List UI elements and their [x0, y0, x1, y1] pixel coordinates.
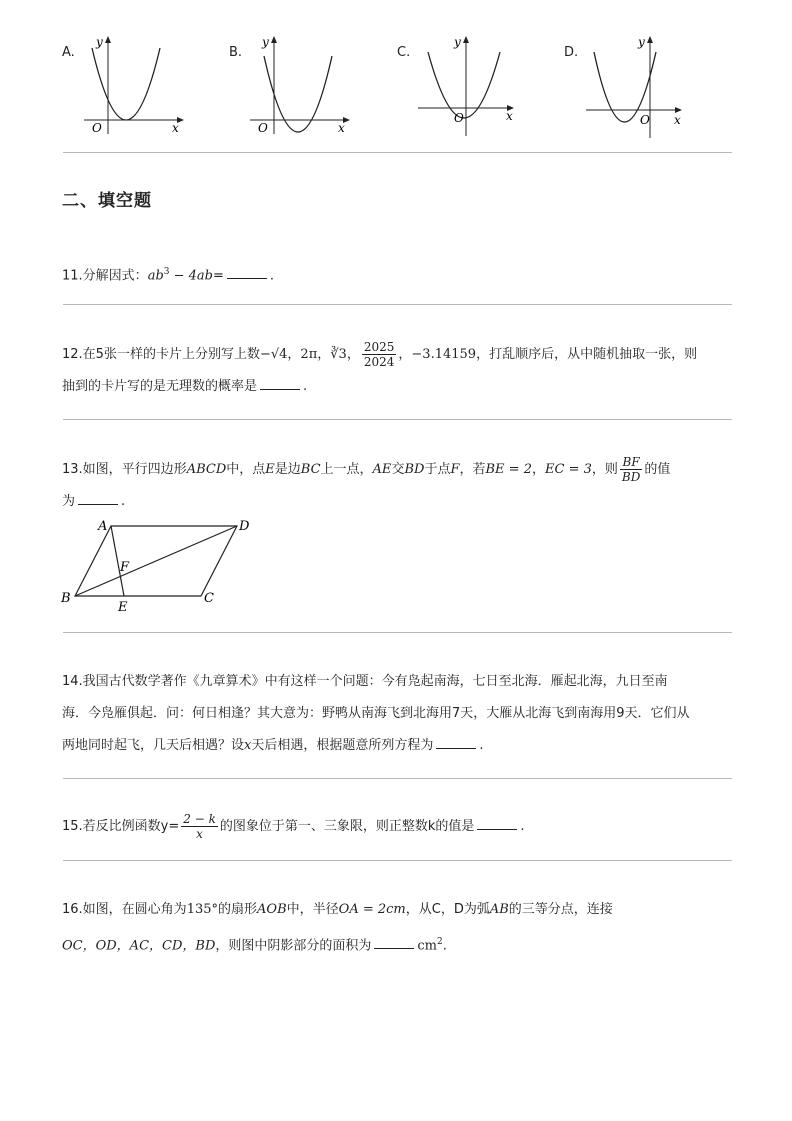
option-c-x-label: x [506, 109, 513, 123]
option-c-origin: O [454, 111, 464, 125]
q13-point-e: E [118, 600, 128, 615]
option-a-origin: O [92, 121, 102, 135]
question-13-line-2: 为 . [62, 494, 126, 509]
question-14-line-2: 海．今凫雁俱起．问：何日相逢？其大意为：野鸭从南海飞到北海用7天，大雁从北海飞到南海用9天．它们从 [62, 706, 690, 721]
option-c-graph [414, 34, 524, 138]
option-d-label: D. [564, 45, 579, 60]
question-16-line-1: 16.如图，在圆心角为135°的扇形AOB中，半径OA = 2cm，从C，D为弧AB的三等分点，连接 [62, 902, 613, 917]
answer-blank-15[interactable] [477, 817, 517, 830]
option-a-y-label: y [96, 35, 103, 49]
q13-parallelogram-figure [58, 514, 268, 616]
answer-blank-12[interactable] [260, 377, 300, 390]
section-title: 二、填空题 [62, 191, 152, 211]
option-b-label: B. [229, 45, 243, 60]
answer-blank-13[interactable] [78, 492, 118, 505]
question-16-line-2: OC，OD，AC，CD，BD，则图中阴影部分的面积为 $cm^2$. [62, 937, 447, 954]
divider-2 [63, 304, 732, 305]
answer-blank-16[interactable] [374, 936, 414, 949]
question-14-line-1: 14.我国古代数学著作《九章算术》中有这样一个问题：今有凫起南海，七日至北海．雁起北海，九日至南 [62, 674, 668, 689]
option-d-graph [582, 34, 692, 138]
question-15: 15.若反比例函数y= $\frac{2 - k}{x}$ 的图象位于第一、三象限，则正整数k的值是 . [62, 812, 525, 841]
option-b-x-label: x [338, 121, 345, 135]
question-12-line-2: 抽到的卡片写的是无理数的概率是 . [62, 379, 308, 394]
divider-4 [63, 632, 732, 633]
option-b-graph [246, 34, 356, 138]
option-b-origin: O [258, 121, 268, 135]
divider-3 [63, 419, 732, 420]
option-d-origin: O [640, 113, 650, 127]
question-13-line-1: 13.如图，平行四边形ABCD中，点E是边BC上一点，AE交BD于点F，若BE = 2，EC = 3，则 $\frac{BF}{BD}$ 的值 [62, 455, 671, 484]
q13-point-d: D [239, 519, 250, 534]
question-11: 11.分解因式：$ab^3 - 4ab=$ . [62, 267, 275, 284]
question-12-line-1: 12.在5张一样的卡片上分别写上数−√4，2π，∛3， $\frac{2025}{2024}$ ，−3.14159，打乱顺序后，从中随机抽取一张，则 [62, 340, 698, 369]
divider-1 [63, 152, 732, 153]
q13-point-b: B [61, 591, 71, 606]
q13-point-f: F [120, 560, 130, 575]
q13-point-c: C [204, 591, 214, 606]
option-a-x-label: x [172, 121, 179, 135]
option-c-label: C. [397, 45, 411, 60]
option-a-label: A. [62, 45, 75, 60]
option-d-x-label: x [674, 113, 681, 127]
option-c-y-label: y [454, 35, 461, 49]
question-14-line-3: 两地同时起飞，几天后相遇？设x天后相遇，根据题意所列方程为 . [62, 738, 484, 753]
option-b-y-label: y [262, 35, 269, 49]
q13-point-a: A [98, 519, 108, 534]
answer-blank-11[interactable] [227, 266, 267, 279]
option-a-graph [80, 34, 190, 138]
divider-6 [63, 860, 732, 861]
answer-blank-14[interactable] [436, 736, 476, 749]
divider-5 [63, 778, 732, 779]
option-d-y-label: y [638, 35, 645, 49]
